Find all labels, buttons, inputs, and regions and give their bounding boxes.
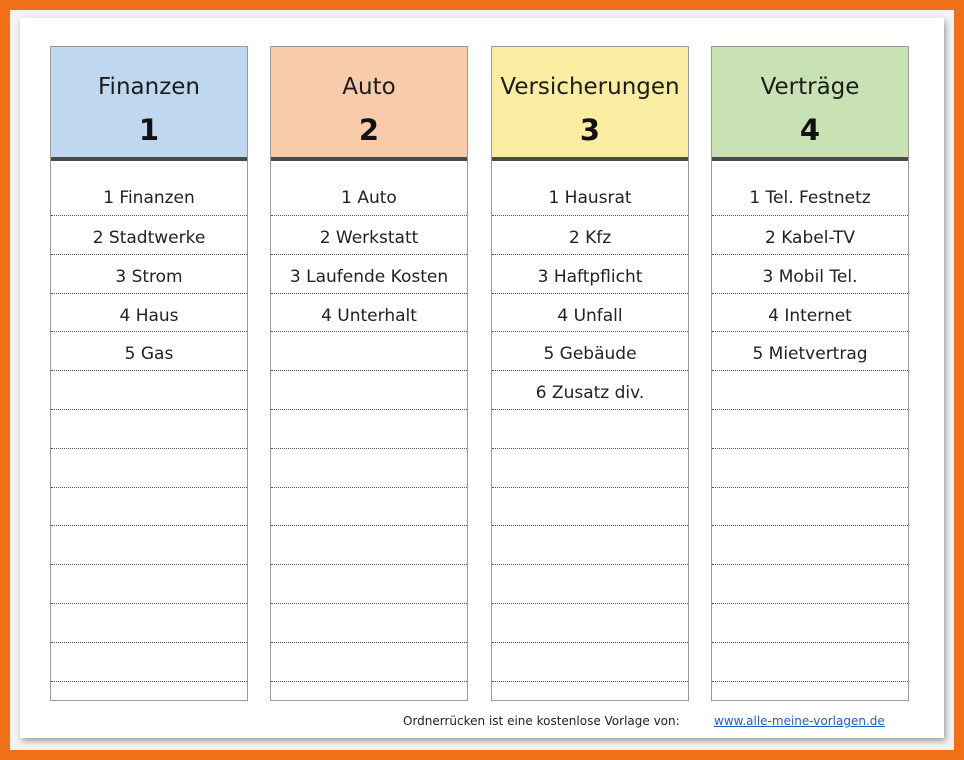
spine-item-list	[271, 161, 467, 682]
spine-number: 4	[799, 113, 821, 147]
spine-item: 1 Finanzen	[51, 161, 247, 216]
spine-item: 1 Auto	[271, 161, 467, 216]
spine-item: 2 Stadtwerke	[51, 216, 247, 255]
spine-item	[712, 526, 908, 565]
spine-header	[492, 47, 688, 161]
spine-vertraege	[711, 46, 909, 701]
spine-versicherungen	[491, 46, 689, 701]
spine-item: 2 Werkstatt	[271, 216, 467, 255]
spine-item: 4 Internet	[712, 294, 908, 333]
spine-item-list	[492, 161, 688, 682]
spine-item: 2 Kabel-TV	[712, 216, 908, 255]
spine-item	[51, 488, 247, 527]
spine-number: 1	[138, 113, 160, 147]
footer-website-link[interactable]: www.alle-meine-vorlagen.de	[714, 714, 885, 728]
sheet-background	[10, 10, 954, 750]
spine-item: 1 Tel. Festnetz	[712, 161, 908, 216]
spine-item-list	[712, 161, 908, 682]
spine-item: 6 Zusatz div.	[492, 371, 688, 410]
spine-item	[51, 643, 247, 682]
spine-item	[271, 565, 467, 604]
spine-item: 3 Mobil Tel.	[712, 255, 908, 294]
spine-item	[492, 604, 688, 643]
spine-item	[271, 643, 467, 682]
spine-header	[271, 47, 467, 161]
footer-note: Ordnerrücken ist eine kostenlose Vorlage von:	[403, 714, 680, 728]
spine-item: 5 Gas	[51, 332, 247, 371]
spine-item	[492, 526, 688, 565]
spine-item	[712, 604, 908, 643]
spine-item	[492, 410, 688, 449]
spine-item	[271, 371, 467, 410]
spine-item	[51, 565, 247, 604]
spine-number: 3	[579, 113, 601, 147]
spine-item	[271, 488, 467, 527]
spine-item	[492, 643, 688, 682]
spine-title: Versicherungen	[500, 74, 680, 100]
spine-item	[712, 449, 908, 488]
spine-item	[492, 449, 688, 488]
spine-item	[51, 604, 247, 643]
spine-item	[271, 449, 467, 488]
spine-item	[712, 565, 908, 604]
spine-item: 1 Hausrat	[492, 161, 688, 216]
spine-number: 2	[358, 113, 380, 147]
spine-item: 3 Strom	[51, 255, 247, 294]
spine-item	[492, 565, 688, 604]
spine-item	[271, 604, 467, 643]
spine-item: 4 Haus	[51, 294, 247, 333]
spine-item: 5 Mietvertrag	[712, 332, 908, 371]
spine-item	[712, 488, 908, 527]
spine-header	[51, 47, 247, 161]
spine-item: 5 Gebäude	[492, 332, 688, 371]
spine-item	[51, 410, 247, 449]
spine-item: 4 Unterhalt	[271, 294, 467, 333]
spine-item-list	[51, 161, 247, 682]
spine-item: 4 Unfall	[492, 294, 688, 333]
spine-finanzen	[50, 46, 248, 701]
spine-title: Finanzen	[98, 74, 200, 100]
spine-item	[51, 371, 247, 410]
spine-item: 2 Kfz	[492, 216, 688, 255]
spine-item: 3 Haftpflicht	[492, 255, 688, 294]
spine-item	[712, 643, 908, 682]
spine-item	[712, 410, 908, 449]
spine-header	[712, 47, 908, 161]
spine-item	[51, 526, 247, 565]
spine-item	[271, 410, 467, 449]
spine-item	[712, 371, 908, 410]
spine-item	[271, 332, 467, 371]
spine-item	[492, 488, 688, 527]
spine-title: Verträge	[760, 74, 860, 100]
spine-title: Auto	[342, 74, 396, 100]
spine-item: 3 Laufende Kosten	[271, 255, 467, 294]
paper-page	[20, 18, 944, 738]
spine-auto	[270, 46, 468, 701]
spine-item	[51, 449, 247, 488]
spine-item	[271, 526, 467, 565]
